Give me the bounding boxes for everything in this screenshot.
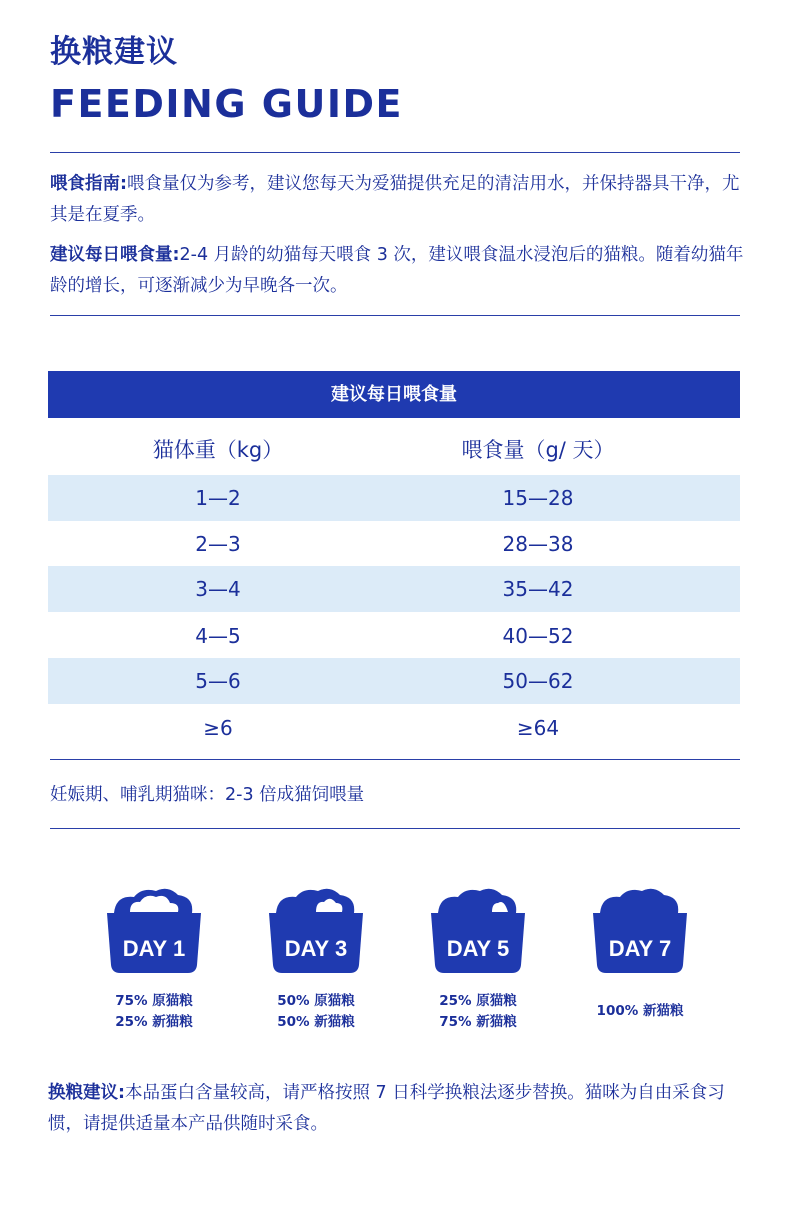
amount-cell: 40—52	[502, 624, 574, 648]
amount-cell: ≥64	[516, 716, 560, 740]
day-5-bowl	[428, 885, 528, 980]
transition-advice-text: 本品蛋白含量较高，请严格按照 7 日科学换粮法逐步替换。猫咪为自由采食习惯，请提供适量本产品供随时采食。	[48, 1083, 725, 1134]
table-row	[48, 566, 740, 612]
caption-line: 100% 新猫粮	[596, 1003, 684, 1019]
amount-cell: 35—42	[502, 577, 574, 601]
daily-amount-paragraph	[50, 240, 750, 302]
divider	[50, 759, 740, 760]
daily-amount-label: 建议每日喂食量:	[50, 245, 180, 265]
day-label: DAY 1	[122, 936, 186, 961]
table-row	[48, 613, 740, 659]
table-row	[48, 705, 740, 751]
table-title: 建议每日喂食量	[48, 371, 740, 418]
daily-amount-text: 2-4 月龄的幼猫每天喂食 3 次，建议喂食温水浸泡后的猫粮。随着幼猫年龄的增长，可逐渐减少为早晚各一次。	[50, 245, 744, 296]
day-7-bowl	[590, 885, 690, 980]
day-3-caption	[236, 991, 396, 1033]
divider	[50, 152, 740, 153]
food-bowl-icon	[590, 885, 690, 980]
day-label: DAY 3	[284, 936, 348, 961]
amount-cell: 15—28	[502, 486, 574, 510]
caption-line: 25% 原猫粮	[439, 993, 517, 1009]
caption-line: 50% 原猫粮	[277, 993, 355, 1009]
weight-cell: 3—4	[195, 577, 241, 601]
table-row	[48, 475, 740, 521]
page-title-cn: 换粮建议	[50, 34, 178, 70]
table-row	[48, 521, 740, 567]
page-title-en: FEEDING GUIDE	[50, 82, 403, 126]
weight-cell: 2—3	[195, 532, 241, 556]
column-header-amount: 喂食量（g/ 天）	[461, 438, 615, 462]
caption-line: 50% 新猫粮	[277, 1014, 355, 1030]
caption-line: 75% 原猫粮	[115, 993, 193, 1009]
divider	[50, 828, 740, 829]
food-bowl-icon	[266, 885, 366, 980]
column-header-weight: 猫体重（kg）	[152, 438, 284, 462]
food-bowl-icon	[104, 885, 204, 980]
weight-cell: 1—2	[195, 486, 241, 510]
transition-advice-label: 换粮建议:	[48, 1083, 125, 1103]
food-bowl-icon	[428, 885, 528, 980]
day-label: DAY 5	[446, 936, 510, 961]
day-5-caption	[398, 991, 558, 1033]
feeding-guide-label: 喂食指南:	[50, 174, 127, 194]
day-1-caption	[74, 991, 234, 1033]
day-7-caption	[560, 1001, 720, 1022]
weight-cell: 5—6	[195, 669, 241, 693]
amount-cell: 50—62	[502, 669, 574, 693]
feeding-guide-paragraph	[50, 169, 750, 231]
weight-cell: 4—5	[195, 624, 241, 648]
day-label: DAY 7	[608, 936, 672, 961]
pregnancy-note: 妊娠期、哺乳期猫咪：2-3 倍成猫饲喂量	[50, 785, 365, 805]
table-row	[48, 658, 740, 704]
feeding-guide-text: 喂食量仅为参考，建议您每天为爱猫提供充足的清洁用水，并保持器具干净，尤其是在夏季。	[50, 174, 740, 225]
caption-line: 25% 新猫粮	[115, 1014, 193, 1030]
transition-advice-paragraph	[48, 1078, 748, 1140]
caption-line: 75% 新猫粮	[439, 1014, 517, 1030]
day-1-bowl	[104, 885, 204, 980]
divider	[50, 315, 740, 316]
weight-cell: ≥6	[203, 716, 233, 740]
day-3-bowl	[266, 885, 366, 980]
amount-cell: 28—38	[502, 532, 574, 556]
